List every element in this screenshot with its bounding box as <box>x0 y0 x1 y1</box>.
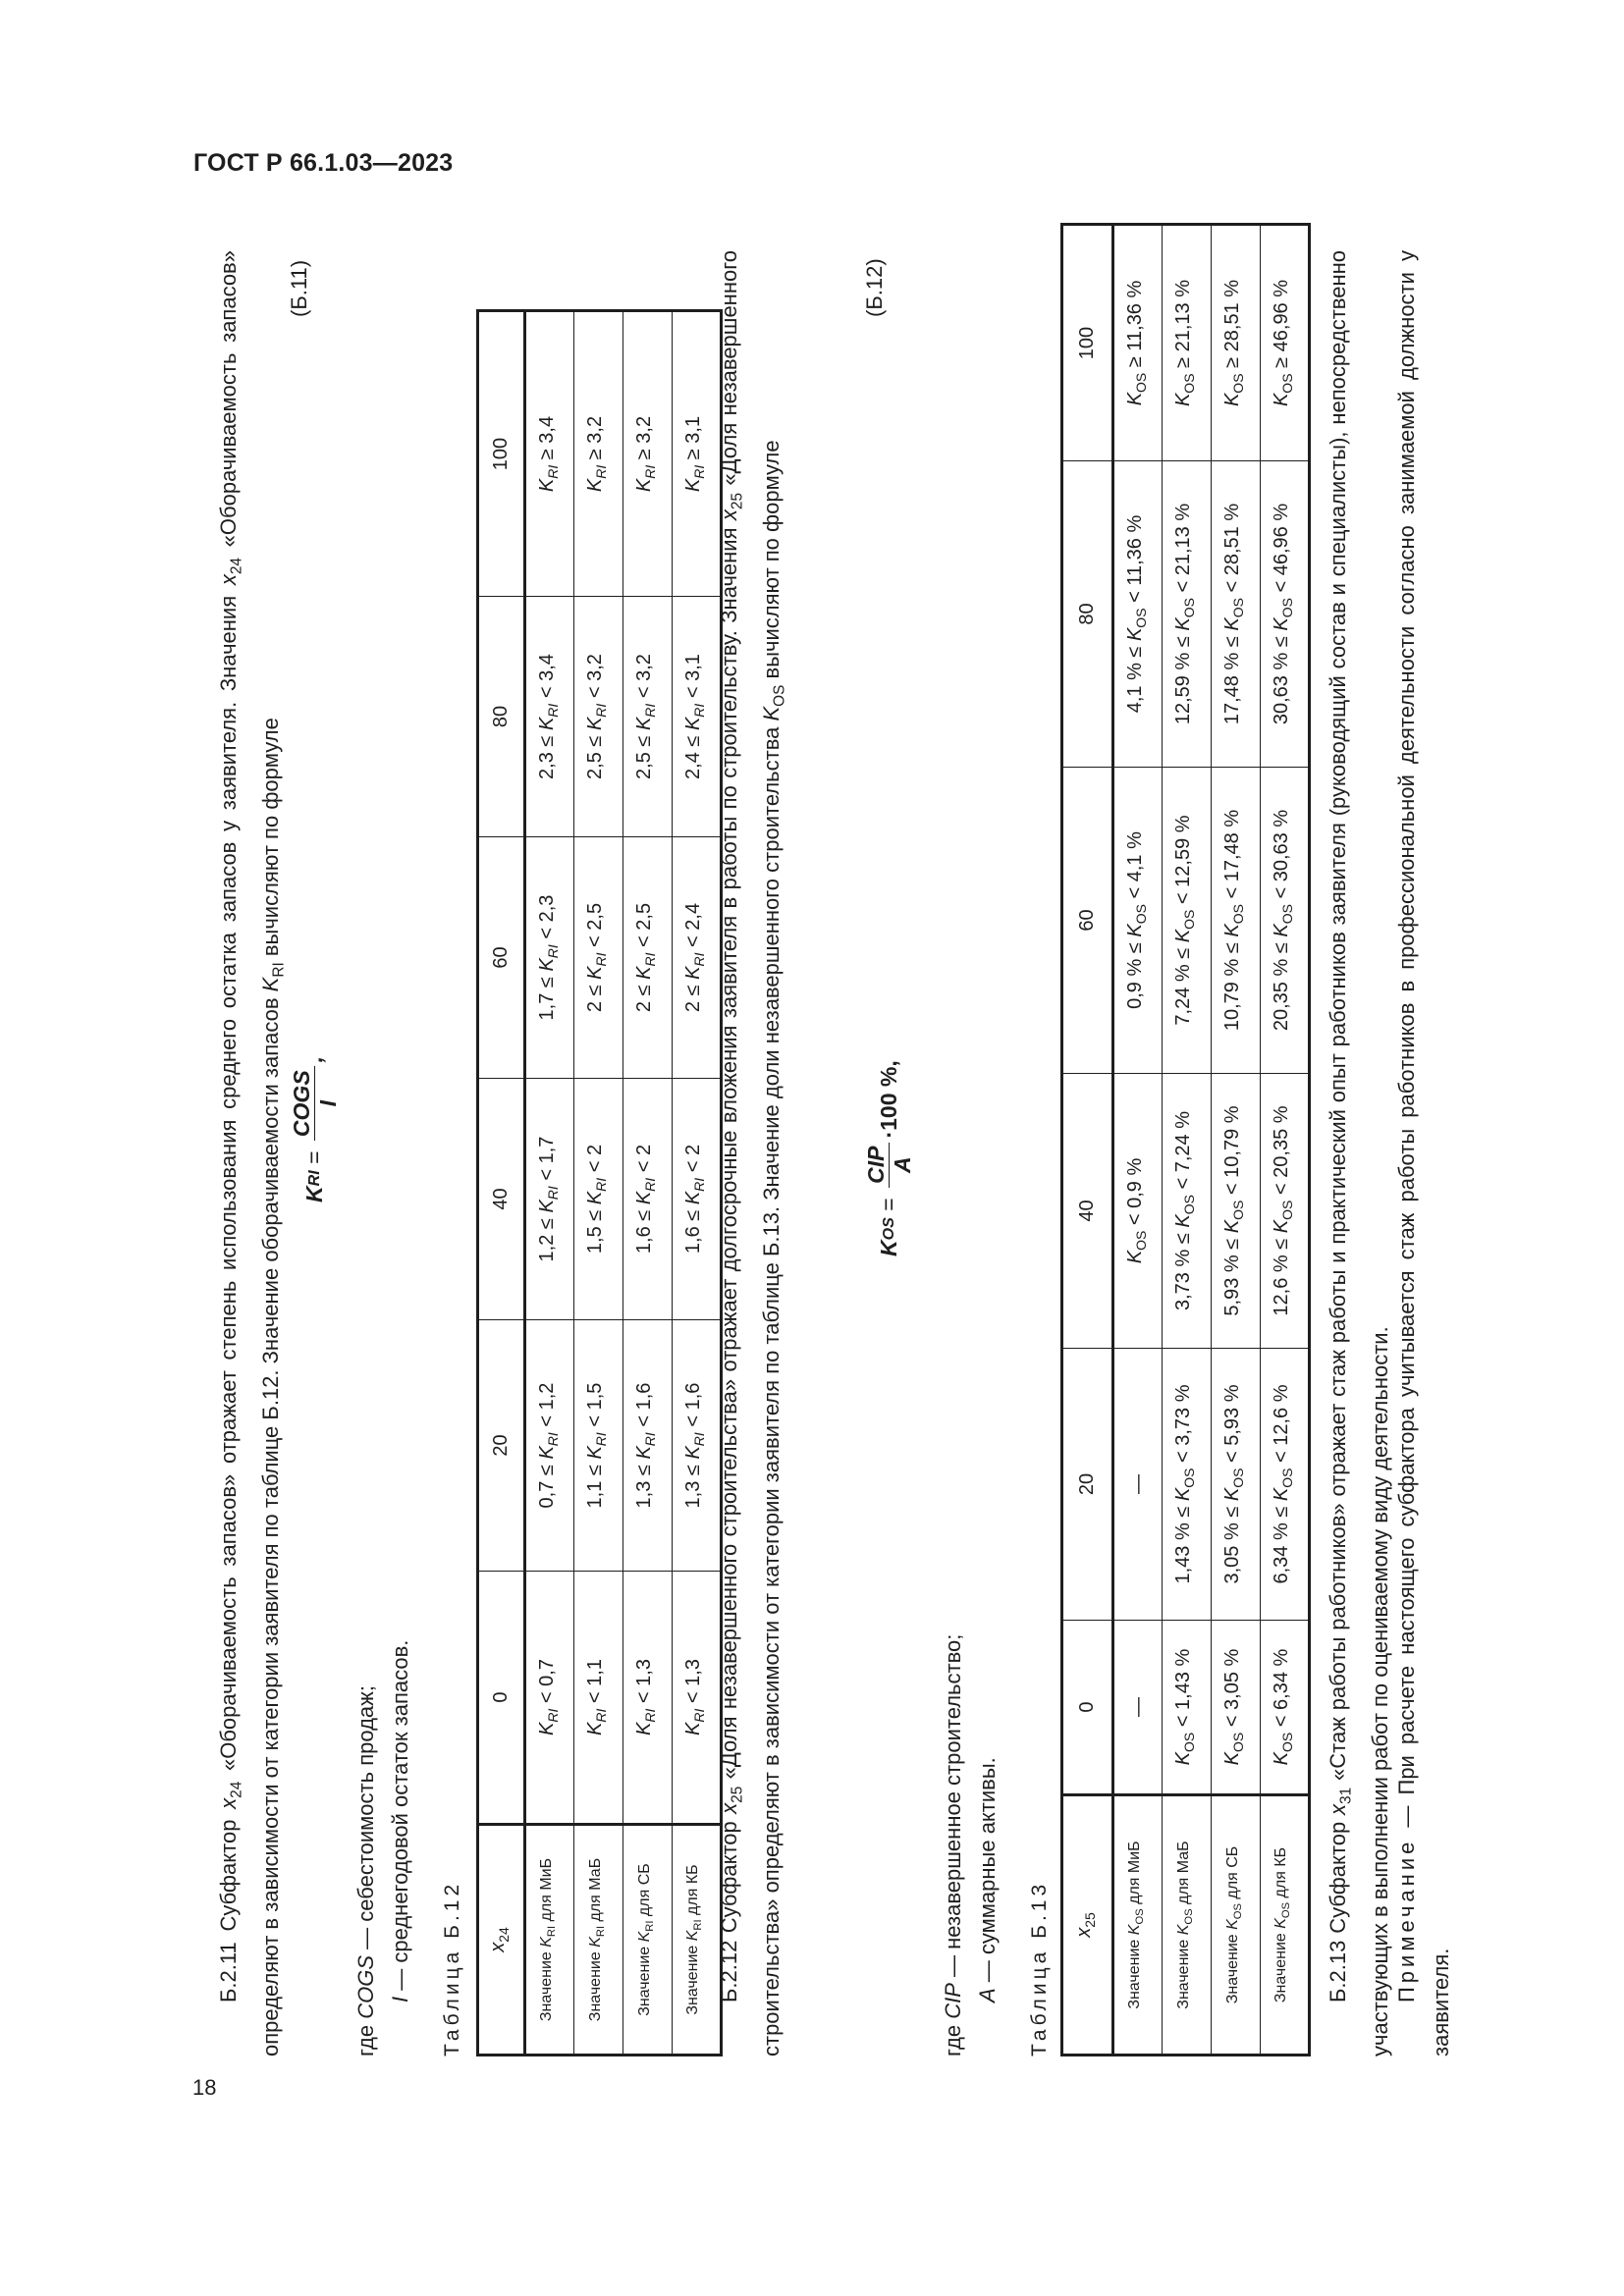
where-i: I — среднегодовой остаток запасов. <box>388 1639 412 2002</box>
where-a: A — суммарные активы. <box>975 1757 1000 2002</box>
table-b12-cell: $2,4 \le K_{RI} < 3,1$ <box>673 597 722 837</box>
table-b13-row <box>1261 225 1310 2056</box>
table-b13-cell: 17,48 % ≤ $K_{OS} < 28,51$ % <box>1212 461 1261 768</box>
table-b12-col-header: 20 <box>478 1320 525 1572</box>
formula-b11: K RI = COGS I , <box>289 1055 341 1202</box>
note-text: — При расчете настоящего субфактора учитывается стаж работы работников в профессиональной деятельности согласно занимаемой должности у заявителя. <box>1394 250 1453 2056</box>
table-b13-col-header: 40 <box>1062 1074 1113 1349</box>
table-b13-row <box>1163 225 1212 2056</box>
table-b13-corner-header: $x_{25}$ <box>1062 1795 1113 2056</box>
table-b13-cell: $K_{OS} < 3,05$ % <box>1212 1621 1261 1795</box>
table-b13-row <box>1113 225 1163 2056</box>
note-label: Примечание <box>1394 1838 1419 2002</box>
table-b13-cell: 5,93 % ≤ $K_{OS} < 10,79$ % <box>1212 1074 1261 1349</box>
table-b13 <box>1060 223 1311 2056</box>
where-cip: где CIP — незавершенное строительство; <box>941 1633 965 2056</box>
table-b13-cell: $K_{OS} \ge 46,96$ % <box>1261 225 1310 461</box>
table-b12-cell: $2 \le K_{RI} < 2,5$ <box>574 837 623 1079</box>
formula-b12: K OS = CIP A ·100 %, <box>863 1060 915 1256</box>
table-b12-cell: $1,3 \le K_{RI} < 1,6$ <box>623 1320 673 1572</box>
equation-number-b11: (Б.11) <box>287 259 311 317</box>
table-b12-row-label: Значение $K_{RI}$ для МаБ <box>574 1825 623 2056</box>
table-b12-cell: $K_{RI} < 1,3$ <box>623 1572 673 1825</box>
table-b12-cell: $1,3 \le K_{RI} < 1,6$ <box>673 1320 722 1572</box>
table-b13-cell: — <box>1113 1349 1163 1621</box>
page-header: ГОСТ Р 66.1.03—2023 <box>193 149 454 177</box>
table-b13-cell: $K_{OS} < 0,9$ % <box>1113 1074 1163 1349</box>
table-b13-cell: 7,24 % ≤ $K_{OS} < 12,59$ % <box>1163 768 1212 1074</box>
page-number: 18 <box>192 2075 217 2100</box>
table-b13-cell: 10,79 % ≤ $K_{OS} < 17,48$ % <box>1212 768 1261 1074</box>
table-b13-cell: 12,6 % ≤ $K_{OS} < 20,35$ % <box>1261 1074 1310 1349</box>
table-b12-row <box>574 311 623 2056</box>
table-b12-cell: $2,5 \le K_{RI} < 3,2$ <box>574 597 623 837</box>
table-b13-cell: 3,05 % ≤ $K_{OS} < 5,93$ % <box>1212 1349 1261 1621</box>
table-b13-col-header: 60 <box>1062 768 1113 1074</box>
table-b12-row <box>525 311 574 2056</box>
table-b13-caption: Таблица Б.13 <box>1028 1880 1051 2056</box>
table-b12-cell: $0,7 \le K_{RI} < 1,2$ <box>525 1320 574 1572</box>
table-b13-cell: 6,34 % ≤ $K_{OS} < 12,6$ % <box>1261 1349 1310 1621</box>
table-b12-cell: $K_{RI} \ge 3,2$ <box>623 311 673 597</box>
table-b12-cell: $K_{RI} < 1,1$ <box>574 1572 623 1825</box>
table-b13-row-label: Значение $K_{OS}$ для КБ <box>1261 1795 1310 2056</box>
table-b12-cell: $1,2 \le K_{RI} < 1,7$ <box>525 1079 574 1320</box>
table-b12-col-header: 80 <box>478 597 525 837</box>
table-b12-cell: $1,6 \le K_{RI} < 2$ <box>623 1079 673 1320</box>
table-b13-cell: 1,43 % ≤ $K_{OS} < 3,73$ % <box>1163 1349 1212 1621</box>
table-b13-cell: $K_{OS} < 6,34$ % <box>1261 1621 1310 1795</box>
note <box>1389 250 1458 2056</box>
table-b13-row-label: Значение $K_{OS}$ для СБ <box>1212 1795 1261 2056</box>
table-b12-col-header: 0 <box>478 1572 525 1825</box>
table-b12-cell: $2 \le K_{RI} < 2,5$ <box>623 837 673 1079</box>
equation-number-b12: (Б.12) <box>862 258 887 317</box>
table-b13-cell: 4,1 % ≤ $K_{OS} < 11,36$ % <box>1113 461 1163 768</box>
table-b12-row-label: Значение $K_{RI}$ для КБ <box>673 1825 722 2056</box>
table-b13-cell: $K_{OS} \ge 21,13$ % <box>1163 225 1212 461</box>
table-b12-row-label: Значение $K_{RI}$ для МиБ <box>525 1825 574 2056</box>
table-b12-col-header: 60 <box>478 837 525 1079</box>
table-b13-col-header: 20 <box>1062 1349 1113 1621</box>
table-b12-cell: $1,6 \le K_{RI} < 2$ <box>673 1079 722 1320</box>
table-b12-row <box>623 311 673 2056</box>
paragraph-b212: Б.2.12 Субфактор $x_{25}$ «Доля незавершенного строительства» отражает долгосрочные вложения заявителя в работы по строительству. Значения $x_{25}$ «Доля незавершенного строительства» определяют в зависимости от категории заявителя по таблице Б.13. Значение доли незавершенного строительства $K_{OS}$ вычисляют по формуле <box>717 250 788 2056</box>
table-b13-body <box>1113 225 1310 2056</box>
table-b13-cell: $K_{OS} < 1,43$ % <box>1163 1621 1212 1795</box>
where-cogs: где COGS — себестоимость продаж; <box>353 1685 378 2056</box>
table-b13-cell: 12,59 % ≤ $K_{OS} < 21,13$ % <box>1163 461 1212 768</box>
table-b12-cell: $K_{RI} \ge 3,4$ <box>525 311 574 597</box>
rotated-content <box>191 226 1478 2056</box>
table-b12-cell: $1,1 \le K_{RI} < 1,5$ <box>574 1320 623 1572</box>
table-b12-body <box>525 311 722 2056</box>
table-b12-cell: $2,3 \le K_{RI} < 3,4$ <box>525 597 574 837</box>
table-b12-col-header: 40 <box>478 1079 525 1320</box>
table-b13-cell: 20,35 % ≤ $K_{OS} < 30,63$ % <box>1261 768 1310 1074</box>
table-b13-cell: 0,9 % ≤ $K_{OS} < 4,1$ % <box>1113 768 1163 1074</box>
table-b13-header-row <box>1062 225 1113 2056</box>
table-b12-cell: $K_{RI} \ge 3,2$ <box>574 311 623 597</box>
paragraph-b213: Б.2.13 Субфактор $x_{31}$ «Стаж работы работников» отражает стаж работы и практический опыт работников заявителя (руководящий состав и специалисты), непосредственно участвующих в выполнении работ по оцениваемому виду деятельности. <box>1326 250 1393 2056</box>
table-b12-cell: $2,5 \le K_{RI} < 3,2$ <box>623 597 673 837</box>
table-b13-row <box>1212 225 1261 2056</box>
table-b12-row-label: Значение $K_{RI}$ для СБ <box>623 1825 673 2056</box>
table-b13-cell: $K_{OS} \ge 11,36$ % <box>1113 225 1163 461</box>
table-b12-cell: $1,5 \le K_{RI} < 2$ <box>574 1079 623 1320</box>
table-b13-cell: — <box>1113 1621 1163 1795</box>
table-b12-corner-header: $x_{24}$ <box>478 1825 525 2056</box>
table-b13-cell: $K_{OS} \ge 28,51$ % <box>1212 225 1261 461</box>
table-b13-row-label: Значение $K_{OS}$ для МиБ <box>1113 1795 1163 2056</box>
table-b13-col-header: 100 <box>1062 225 1113 461</box>
table-b13-cell: 30,63 % ≤ $K_{OS} < 46,96$ % <box>1261 461 1310 768</box>
table-b12-cell: $K_{RI} < 1,3$ <box>673 1572 722 1825</box>
table-b13-col-header: 0 <box>1062 1621 1113 1795</box>
table-b12-cell: $2 \le K_{RI} < 2,4$ <box>673 837 722 1079</box>
table-b12-cell: $1,7 \le K_{RI} < 2,3$ <box>525 837 574 1079</box>
table-b13-cell: 3,73 % ≤ $K_{OS} < 7,24$ % <box>1163 1074 1212 1349</box>
table-b12-cell: $K_{RI} \ge 3,1$ <box>673 311 722 597</box>
table-b12-caption: Таблица Б.12 <box>441 1880 463 2056</box>
paragraph-b211: Б.2.11 Субфактор $x_{24}$ «Оборачиваемость запасов» отражает степень использования среднего остатка запасов у заявителя. Значения $x_{24}$ «Оборачиваемость запасов» определяют в зависимости от категории заявителя по таблице Б.12. Значение оборачиваемости запасов $K_{RI}$ вычисляют по формуле <box>216 250 288 2056</box>
table-b12-header-row <box>478 311 525 2056</box>
table-b13-row-label: Значение $K_{OS}$ для МаБ <box>1163 1795 1212 2056</box>
table-b12 <box>476 309 723 2056</box>
table-b13-col-header: 80 <box>1062 461 1113 768</box>
table-b12-col-header: 100 <box>478 311 525 597</box>
table-b12-cell: $K_{RI} < 0,7$ <box>525 1572 574 1825</box>
